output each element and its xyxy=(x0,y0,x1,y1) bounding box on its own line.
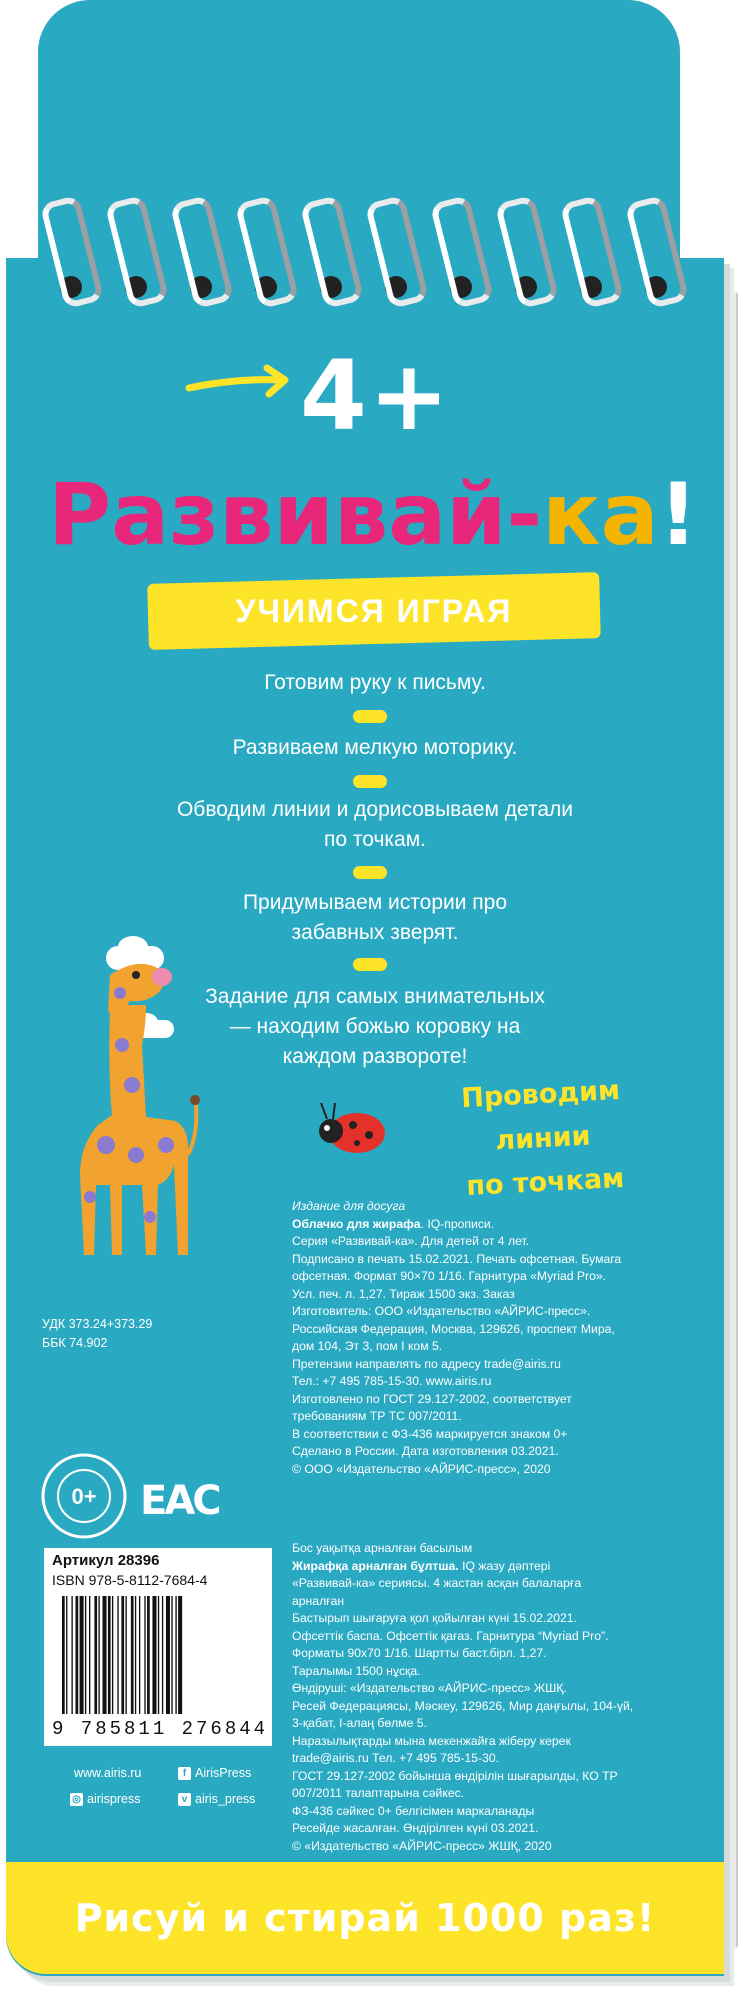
barcode-bar xyxy=(117,1596,118,1714)
publication-line: Офсеттік баспа. Офсеттік қағаз. Гарнитура “Myriad Pro”. xyxy=(292,1628,609,1643)
udk-block xyxy=(42,1315,152,1353)
publication-line: арналған xyxy=(292,1593,345,1608)
publication-line: Форматы 90х70 1/16. Шартты баст.бірл. 1,27. xyxy=(292,1646,547,1660)
series-title-part3: ! xyxy=(658,465,698,565)
barcode-bar xyxy=(94,1596,97,1714)
udk-code: УДК 373.24+373.29 xyxy=(42,1317,153,1331)
publication-line: 007/2011 талаптарына сәйкес. xyxy=(292,1786,465,1800)
publication-line: Тел.: +7 495 785-15-30. www.airis.ru xyxy=(292,1374,492,1388)
bullet-dash xyxy=(353,775,387,788)
spiral-coil xyxy=(308,198,352,308)
publication-line: trade@airis.ru Тел. +7 495 785-15-30. xyxy=(292,1751,500,1765)
publication-line: Подписано в печать 15.02.2021. Печать офсетная. Бумага xyxy=(292,1251,622,1266)
facebook-link-label: AirisPress xyxy=(195,1766,252,1780)
spiral-coil xyxy=(113,198,157,308)
spiral-coil xyxy=(48,198,92,308)
spiral-coil xyxy=(568,198,612,308)
publication-line: В соответствии с ФЗ-436 маркируется знаком 0+ xyxy=(292,1426,568,1441)
series-title xyxy=(28,455,718,575)
publication-line: офсетная. Формат 90×70 1/16. Гарнитура «Myriad Pro». xyxy=(292,1269,607,1283)
barcode-bar xyxy=(152,1596,156,1714)
barcode-bar xyxy=(62,1596,65,1714)
publication-line: © «Издательство «АЙРИС-пресс» ЖШҚ, 2020 xyxy=(292,1838,552,1853)
eac-mark: EAC xyxy=(140,1478,219,1524)
publication-line: ФЗ-436 сәйкес 0+ белгісімен маркаланады xyxy=(292,1803,535,1818)
barcode-bar xyxy=(89,1596,90,1714)
bbk-code: ББК 74.902 xyxy=(42,1336,108,1350)
vk-link-label: airis_press xyxy=(195,1792,256,1806)
article-number: Артикул 28396 xyxy=(52,1552,160,1569)
barcode-bar xyxy=(103,1596,107,1714)
publication-line: требованиям ТР ТС 007/2011. xyxy=(292,1409,462,1423)
publication-line: Усл. печ. л. 1,27. Тираж 1500 экз. Заказ xyxy=(292,1286,515,1301)
publication-line: Претензии направлять по адресу trade@airis.ru xyxy=(292,1356,561,1371)
instagram-link-label: airispress xyxy=(87,1792,141,1806)
publication-title-line xyxy=(292,1216,692,1234)
publication-line: Ресейде жасалған. Өндірілген күні 03.2021. xyxy=(292,1821,539,1835)
publication-line: © ООО «Издательство «АЙРИС-пресс», 2020 xyxy=(292,1461,551,1476)
barcode-bar xyxy=(131,1596,134,1714)
page-stack-edge xyxy=(724,290,738,1950)
publication-line: Таралымы 1500 нұсқа. xyxy=(292,1663,421,1678)
publication-line: Сделано в России. Дата изготовления 03.2021. xyxy=(292,1444,559,1458)
website-link-label: www.airis.ru xyxy=(74,1766,142,1780)
publication-line: Изготовлено по ГОСТ 29.127-2002, соответствует xyxy=(292,1391,572,1406)
slogan xyxy=(390,1065,696,1213)
spiral-coil xyxy=(243,198,287,308)
publication-line: Российская Федерация, Москва, 129626, проспект Мира, xyxy=(292,1321,615,1336)
publication-line: ГОСТ 29.127-2002 бойынша өндірілін шығарылды, КО ТР xyxy=(292,1768,618,1783)
barcode-bar xyxy=(66,1596,67,1714)
publication-line: дом 104, Эт 3, пом I ком 5. xyxy=(292,1339,443,1353)
publication-type: Бос уақытқа арналған басылым xyxy=(292,1541,473,1555)
publication-line: Өндіруші: «Издательство «АЙРИС-пресс» ЖШҚ. xyxy=(292,1681,567,1695)
giraffe-illustration xyxy=(50,935,200,1265)
bullet-dash xyxy=(353,866,387,879)
barcode-bar xyxy=(121,1596,124,1714)
spiral-coil xyxy=(633,198,677,308)
barcode-bar xyxy=(125,1596,126,1714)
barcode-bar xyxy=(71,1596,72,1714)
isbn: ISBN 978-5-8112-7684-4 xyxy=(52,1572,208,1588)
spiral-coil xyxy=(438,198,482,308)
barcode-bar xyxy=(76,1596,79,1714)
barcode-bar xyxy=(171,1596,172,1714)
website-link[interactable] xyxy=(74,1766,141,1780)
age-label: 4+ xyxy=(300,340,452,452)
age-mark: 0+ xyxy=(71,1484,97,1509)
barcode-bar xyxy=(80,1596,84,1714)
publication-line: Бастырып шығаруға қол қойылған күні 15.02.2021. xyxy=(292,1611,577,1625)
arrow-icon xyxy=(185,358,295,408)
bullet-dash xyxy=(353,710,387,723)
barcode-bar xyxy=(147,1596,150,1714)
barcode-bar xyxy=(85,1596,86,1714)
barcode-bars xyxy=(60,1596,260,1716)
slogan-line: линии xyxy=(494,1120,592,1157)
barcode-number: 9 785811 276844 xyxy=(52,1718,269,1740)
series-subtitle: УЧИМСЯ ИГРАЯ xyxy=(235,593,513,629)
feature-item: Придумываем истории про забавных зверят. xyxy=(242,891,508,944)
facebook-link[interactable] xyxy=(178,1766,251,1780)
barcode-bar xyxy=(175,1596,176,1714)
barcode-bar xyxy=(112,1596,113,1714)
barcode-bar xyxy=(139,1596,140,1714)
barcode-bar xyxy=(158,1596,159,1714)
feature-item: Обводим линии и дорисовываем детали по точкам. xyxy=(176,798,574,851)
ladybug-icon xyxy=(313,1095,391,1161)
publication-title: Облачко для жирафа xyxy=(292,1216,421,1231)
publication-title: Жирафқа арналған бұлтша. xyxy=(292,1558,459,1573)
spiral-coil xyxy=(373,198,417,308)
publication-line: «Развивай-ка» сериясы. 4 жастан асқан балаларға xyxy=(292,1576,582,1590)
slogan-line: по точкам xyxy=(465,1162,625,1203)
barcode-bar xyxy=(166,1596,170,1714)
series-title-part1: Развивай- xyxy=(48,465,543,565)
publication-line: Наразылықтарды мына мекенжайға жіберу керек xyxy=(292,1733,571,1748)
instagram-link[interactable] xyxy=(70,1792,141,1806)
publication-line: Серия «Развивай-ка». Для детей от 4 лет. xyxy=(292,1234,530,1248)
slogan-line: Проводим xyxy=(460,1074,621,1115)
spiral-coil xyxy=(503,198,547,308)
series-title-part2: ка xyxy=(542,465,659,565)
publication-title-line xyxy=(292,1558,692,1576)
publication-line: Изготовитель: ООО «Издательство «АЙРИС-пресс». xyxy=(292,1304,591,1318)
publication-line: Ресей Федерациясы, Мәскеу, 129626, Мир даңғылы, 104-үй, xyxy=(292,1698,634,1713)
bottom-banner-text: Рисуй и стирай 1000 раз! xyxy=(74,1896,656,1940)
publication-info-ru xyxy=(292,1198,692,1478)
feature-item: Готовим руку к письму. xyxy=(264,671,486,694)
vk-link[interactable] xyxy=(178,1792,255,1806)
facebook-icon: f xyxy=(178,1767,191,1780)
barcode-bar xyxy=(162,1596,163,1714)
vk-icon: v xyxy=(178,1793,191,1806)
barcode-bar xyxy=(108,1596,111,1714)
feature-item: Развиваем мелкую моторику. xyxy=(232,736,518,759)
barcode-bar xyxy=(178,1596,182,1714)
publication-title-rest: IQ жазу дәптері xyxy=(458,1558,551,1573)
barcode-bar xyxy=(144,1596,145,1714)
barcode-bar xyxy=(98,1596,99,1714)
bullet-dash xyxy=(353,958,387,971)
publication-info-kz xyxy=(292,1540,692,1855)
publication-type: Издание для досуга xyxy=(292,1199,406,1213)
instagram-icon: ◎ xyxy=(70,1793,83,1806)
age-rating-seal xyxy=(40,1452,128,1540)
publication-line: 3-қабат, I-алаң бөлме 5. xyxy=(292,1716,427,1730)
spiral-coil xyxy=(178,198,222,308)
publication-title-rest: . IQ-прописи. xyxy=(420,1216,495,1231)
barcode-bar xyxy=(135,1596,136,1714)
feature-item: Задание для самых внимательных — находим божью коровку на каждом развороте! xyxy=(205,985,545,1068)
